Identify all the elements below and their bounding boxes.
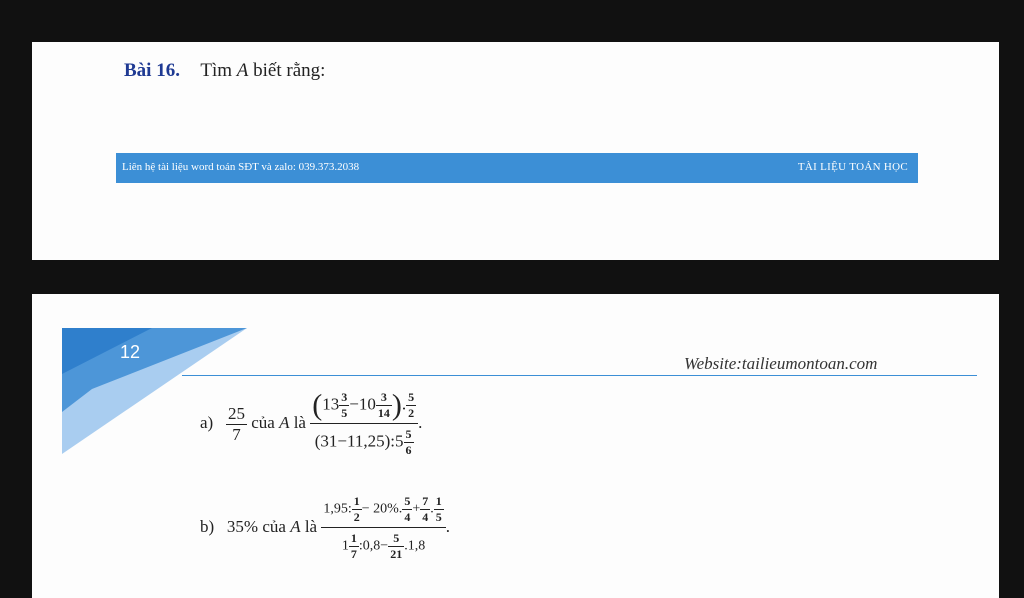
part-b-numerator: 1,95: $\frac{1}{2}$ − 20%. $\frac{5}{4}$ + $\frac{7}{4}$ . $\frac{1}{5}$ bbox=[321, 494, 445, 528]
part-b-percent: 35% bbox=[226, 516, 259, 536]
problem-heading bbox=[124, 60, 325, 82]
part-a bbox=[200, 390, 422, 458]
part-b-label: b) bbox=[200, 516, 215, 536]
mixed-fraction: $\frac{5}{6}$ bbox=[405, 427, 412, 457]
part-b-expression bbox=[321, 494, 445, 562]
part-a-label: a) bbox=[200, 412, 214, 432]
footer-contact: Liên hệ tài liệu word toán SĐT và zalo: 039.373.2038 bbox=[122, 161, 360, 173]
mixed-whole: 13 bbox=[322, 394, 340, 414]
part-b-denominator: 1 $\frac{1}{7}$ :0,8− $\frac{5}{21}$ .1,8 bbox=[341, 531, 426, 561]
period: . bbox=[445, 516, 450, 536]
page-number: 12 bbox=[120, 342, 141, 362]
header-rule bbox=[182, 375, 977, 376]
part-a-fraction bbox=[226, 404, 247, 445]
part-b-is: là bbox=[304, 516, 318, 536]
website-label: Website:tailieumontoan.com bbox=[684, 354, 878, 373]
mixed-fraction: $\frac{3}{5}$ bbox=[341, 390, 348, 420]
part-a-denominator: (31−11,25):5 $\frac{5}{6}$ bbox=[314, 427, 412, 457]
bottom-page bbox=[32, 294, 999, 598]
problem-rest: biết rằng: bbox=[253, 60, 326, 81]
period: . bbox=[418, 412, 423, 432]
fraction-numerator: 25 bbox=[227, 403, 245, 423]
part-a-is: là bbox=[293, 412, 306, 432]
fraction-denominator: 7 bbox=[232, 424, 241, 444]
top-page bbox=[32, 42, 999, 260]
part-b bbox=[200, 494, 450, 562]
part-a-text: của bbox=[251, 412, 275, 432]
minus-sign: − bbox=[349, 394, 359, 414]
problem-variable: A bbox=[236, 60, 249, 81]
multiplier-fraction: $\frac{5}{2}$ bbox=[408, 390, 415, 420]
problem-number: Bài 16. bbox=[124, 60, 180, 81]
mixed-whole: 10 bbox=[358, 394, 376, 414]
part-b-var: A bbox=[290, 516, 301, 536]
part-a-numerator: (13 $\frac{3}{5}$ −10 $\frac{3}{14}$ ). $\frac{5}{2}$ bbox=[310, 390, 418, 424]
mixed-fraction: $\frac{3}{14}$ bbox=[377, 390, 390, 420]
problem-prompt: Tìm bbox=[200, 60, 233, 81]
part-a-expression bbox=[310, 390, 418, 458]
part-a-var: A bbox=[279, 412, 290, 432]
footer-brand: TÀI LIỆU TOÁN HỌC bbox=[797, 161, 908, 173]
part-b-text: của bbox=[262, 516, 286, 536]
footer-bar bbox=[116, 153, 918, 183]
